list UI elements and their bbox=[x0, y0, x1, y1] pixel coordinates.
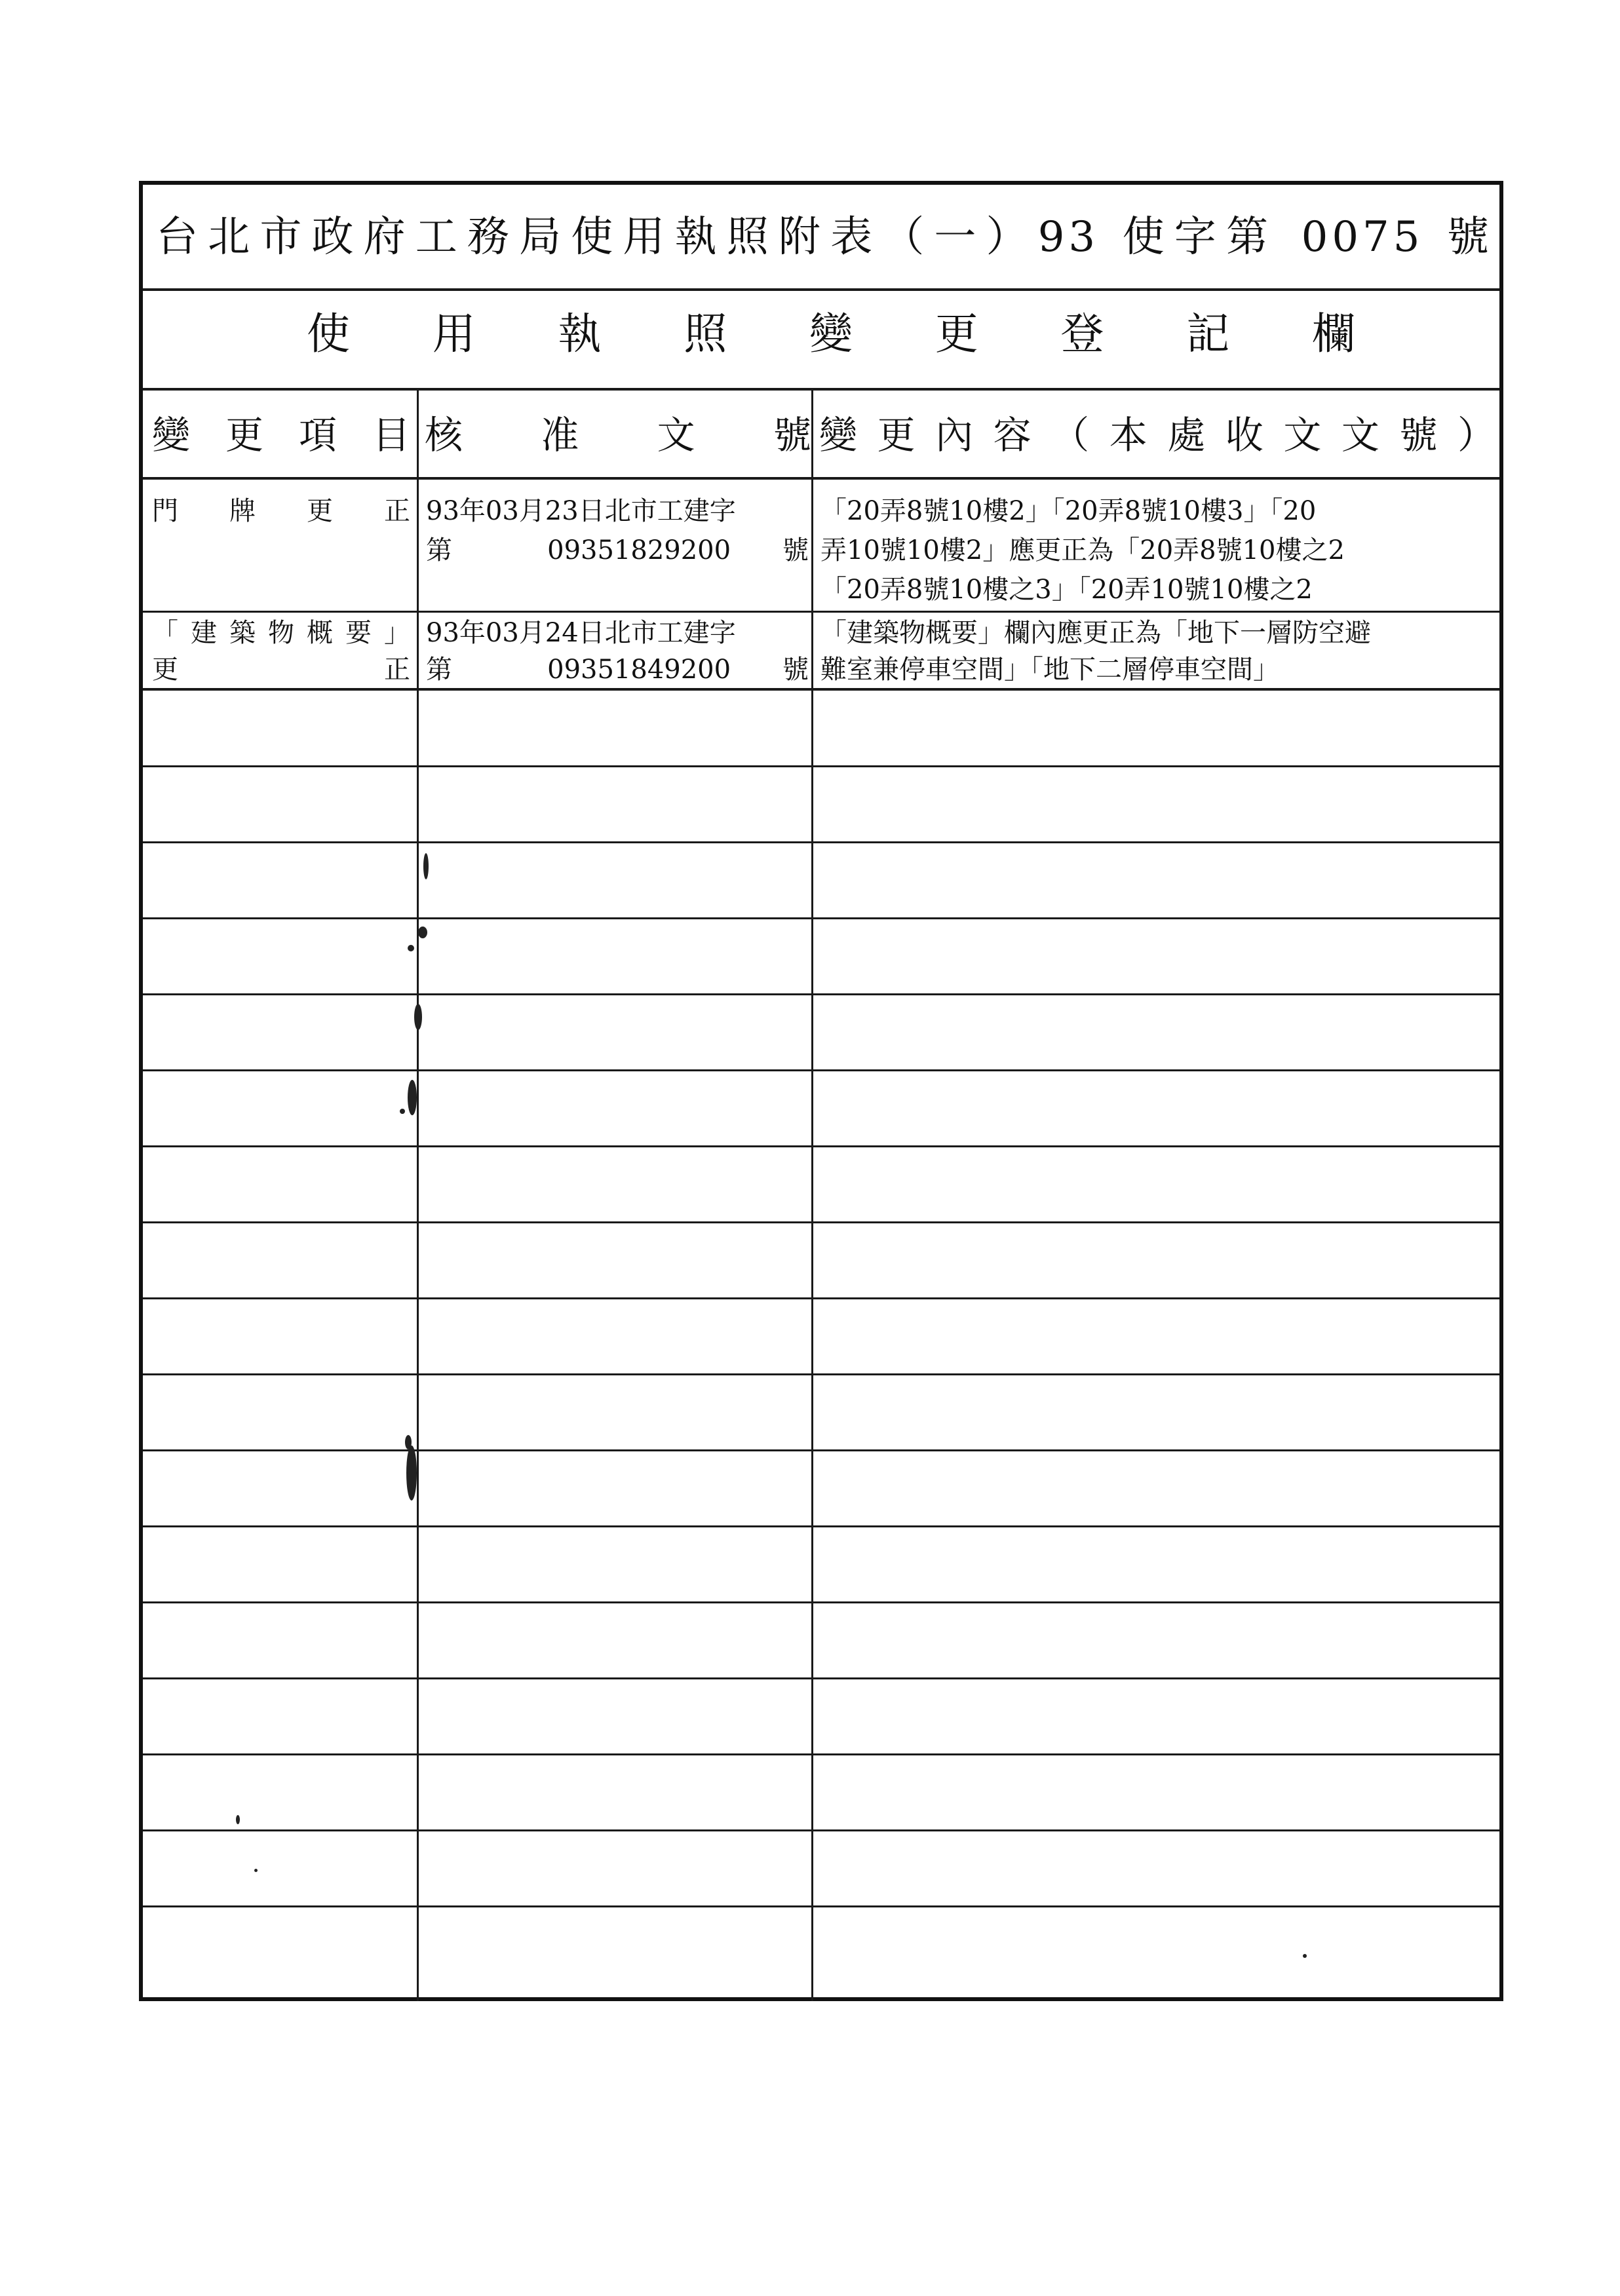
row-2-content-line-2: 難室兼停車空間」「地下二層停車空間」 bbox=[820, 655, 1279, 685]
scan-mark bbox=[400, 1109, 405, 1114]
empty-row-divider bbox=[143, 841, 1499, 843]
row-2-item-line-1: 「建築物概要」 bbox=[152, 618, 410, 648]
row-divider bbox=[143, 688, 1499, 691]
empty-row-divider bbox=[143, 1221, 1499, 1223]
row-2-approval-line-2: 第 09351849200 號 bbox=[426, 655, 809, 685]
column-header-item: 變更項目 bbox=[152, 413, 410, 457]
scan-mark bbox=[408, 945, 414, 951]
header-divider bbox=[143, 477, 1499, 480]
scan-mark bbox=[406, 1445, 417, 1501]
title-divider bbox=[143, 288, 1499, 291]
scan-mark bbox=[254, 1869, 258, 1872]
empty-row-divider bbox=[143, 1449, 1499, 1451]
empty-row-divider bbox=[143, 1069, 1499, 1071]
row-1-item: 門 牌 更 正 bbox=[152, 496, 410, 526]
row-1-content-line-2: 弄10號10樓2」應更正為「20弄8號10樓之2 bbox=[820, 535, 1345, 565]
scan-mark bbox=[414, 1004, 422, 1030]
scan-mark bbox=[418, 927, 427, 938]
column-header-approval: 核准文號 bbox=[425, 413, 811, 457]
empty-row-divider bbox=[143, 1753, 1499, 1755]
scan-mark bbox=[236, 1815, 240, 1824]
row-1-content-line-3: 「20弄8號10樓之3」「20弄10號10樓之2 bbox=[820, 575, 1313, 605]
empty-row-divider bbox=[143, 1677, 1499, 1679]
scan-mark bbox=[423, 853, 429, 879]
empty-row-divider bbox=[143, 993, 1499, 995]
row-1-content-line-1: 「20弄8號10樓2」「20弄8號10樓3」「20 bbox=[820, 496, 1317, 526]
empty-row-divider bbox=[143, 1601, 1499, 1603]
empty-row-divider bbox=[143, 1145, 1499, 1147]
row-1-approval-line-1: 93年03月23日北市工建字 bbox=[426, 496, 736, 526]
empty-row-divider bbox=[143, 1373, 1499, 1375]
empty-row-divider bbox=[143, 1297, 1499, 1299]
row-2-approval-line-1: 93年03月24日北市工建字 bbox=[426, 618, 736, 648]
scan-mark bbox=[408, 1080, 417, 1115]
form-title: 台北市政府工務局使用執照附表（一）93 使字第 0075 號 bbox=[156, 213, 1493, 261]
subtitle-divider bbox=[143, 388, 1499, 391]
column-separator-1 bbox=[417, 389, 419, 2001]
row-divider bbox=[143, 611, 1499, 613]
empty-row-divider bbox=[143, 1829, 1499, 1831]
form-subtitle: 使用執照變更登記欄 bbox=[307, 309, 1355, 359]
empty-row-divider bbox=[143, 1905, 1499, 1907]
column-header-content: 變更內容（本處收文文號） bbox=[819, 413, 1495, 457]
column-separator-2 bbox=[811, 389, 813, 2001]
row-2-item-line-2: 更 正 bbox=[152, 655, 410, 685]
empty-row-divider bbox=[143, 917, 1499, 919]
scan-mark bbox=[1303, 1954, 1307, 1958]
row-1-approval-line-2: 第 09351829200 號 bbox=[426, 535, 809, 565]
registration-form-sheet bbox=[139, 181, 1503, 2001]
empty-row-divider bbox=[143, 1525, 1499, 1527]
row-2-content-line-1: 「建築物概要」欄內應更正為「地下一層防空避 bbox=[820, 618, 1371, 648]
empty-row-divider bbox=[143, 765, 1499, 767]
